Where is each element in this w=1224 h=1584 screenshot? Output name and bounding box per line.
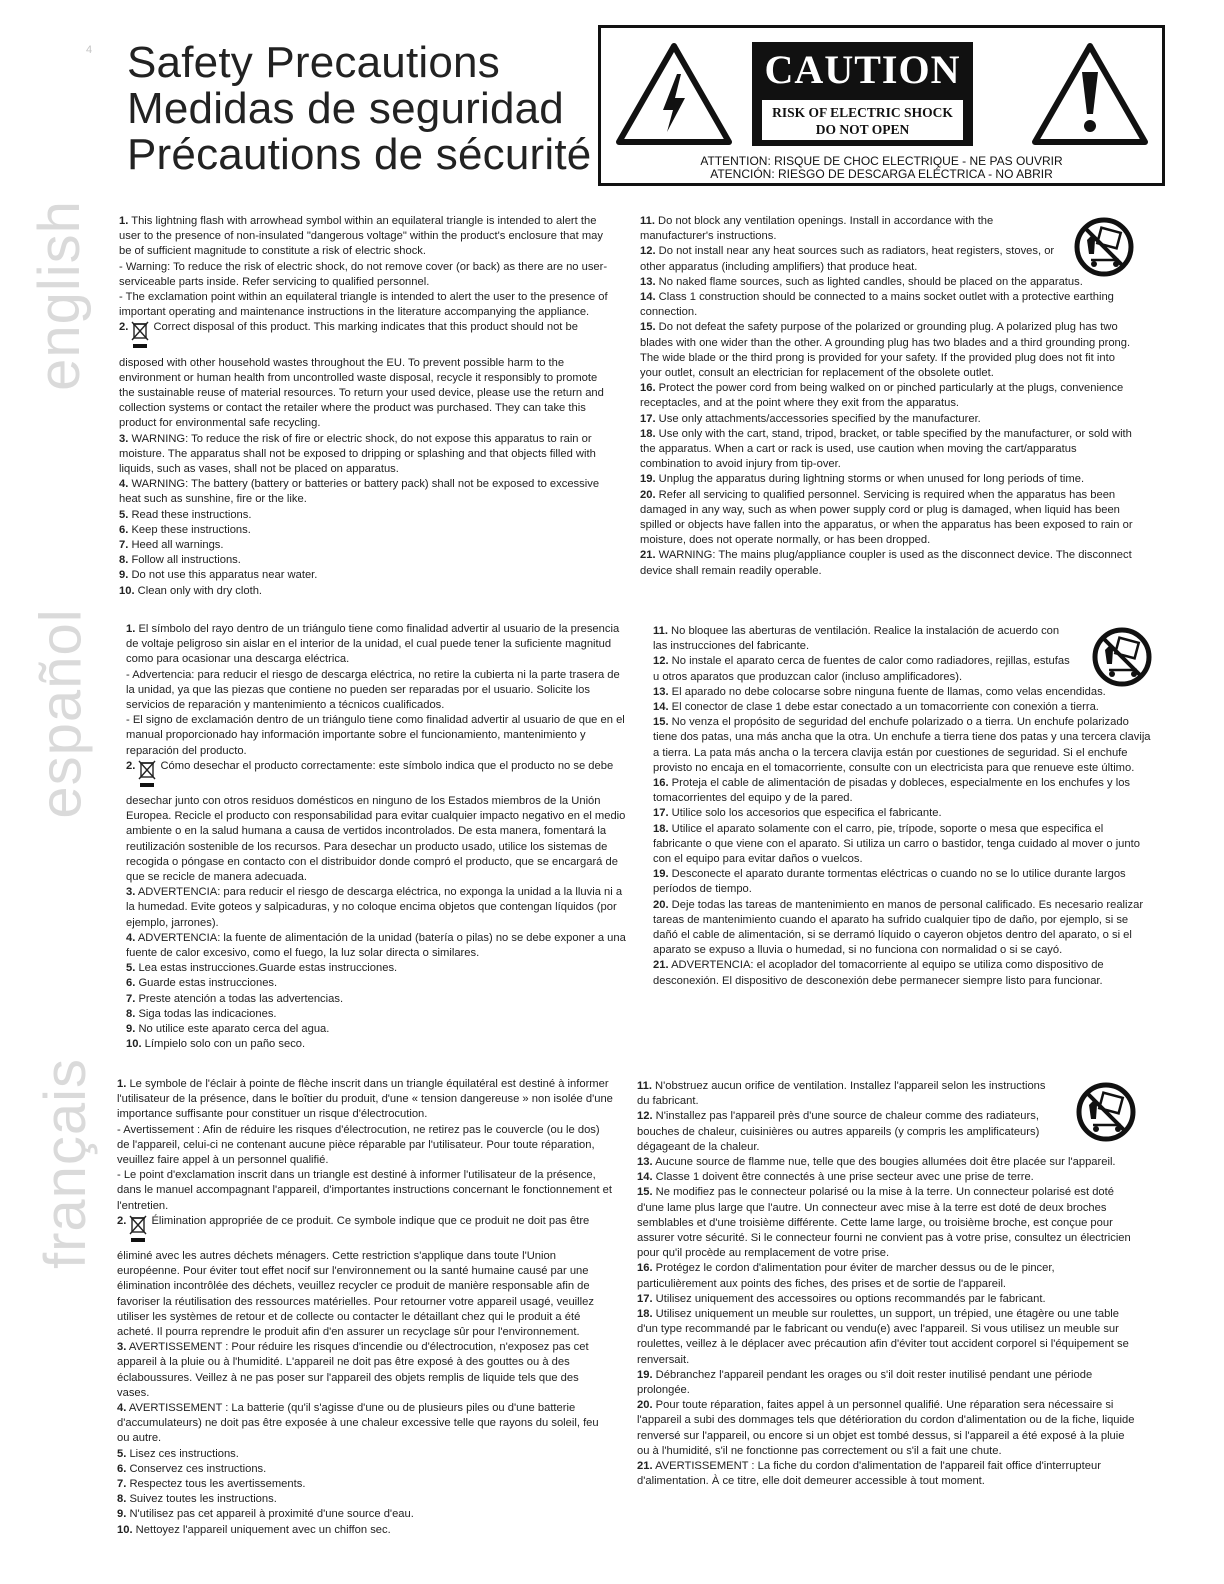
item-number: 21. <box>637 1460 653 1473</box>
exclamation-warning-icon <box>1031 42 1149 151</box>
item-number: 2. <box>126 759 136 772</box>
caution-line-2: DO NOT OPEN <box>815 122 910 137</box>
crossed-bin-icon <box>138 759 156 794</box>
item-text: Read these instructions. <box>131 508 252 521</box>
francais-left-item <box>117 1340 613 1401</box>
item-text: AVERTISSEMENT : Pour réduire les risques d'incendie ou d'électrocution, n'exposez pas cet appareil à la pluie ou à l'humidité. L'appareil ne doit pas être exposé à des gouttes ou à des éclaboussures. Veillez à ne pas poser sur l'appareil des objets remplis de liquide tels que des vases. <box>117 1341 589 1399</box>
item-text: ADVERTENCIA: para reducir el riesgo de descarga eléctrica, no exponga la unidad a la lluvia ni a la humedad. Evite goteos y salpicaduras, y no coloque encima objetos que contengan líquidos (por ejemplo, jarrones). <box>126 886 623 929</box>
item-number: 9. <box>117 1508 127 1521</box>
item-number: 4. <box>119 478 129 491</box>
item-text: Utilisez uniquement un meuble sur roulettes, un support, un trépied, une étagère ou une table d'un type recommandé par le fabricant ou vendu(e) avec l'appareil. Si vous utilisez un meuble sur roulettes, veillez à le déplacer avec précaution afin d'éviter tout accident corporel si l'équipement se renversait. <box>637 1308 1129 1366</box>
item-number: 16. <box>640 382 656 395</box>
item-number: 6. <box>126 977 136 990</box>
english-right-item <box>640 214 1057 244</box>
item-number: 18. <box>653 822 669 835</box>
item-text: Deje todas las tareas de mantenimiento en manos de personal calificado. Es necesario realizar tareas de mantenimiento cuando el aparato ha sufrido cualquier tipo de daño, por ejemplo, si se dañó el cable de alimentación, si se derramó líquido o cayeron objetos dentro del aparato, o si el aparato se expuso a lluvia o humedad, si no funciona con normalidad o si se cayó. <box>653 898 1144 957</box>
item-text: AVERTISSEMENT : La batterie (qu'il s'agisse d'une ou de plusieurs piles ou d'une batterie d'accumulateurs) ne doit pas être exposée à une chaleur excessive telle que rayons du soleil, feu ou autre. <box>117 1402 599 1445</box>
item-text: Lisez ces instructions. <box>129 1447 239 1460</box>
espanol-left-column <box>126 622 631 1052</box>
item-text: - Le point d'exclamation inscrit dans un triangle est destiné à informer l'utilisateur de la présence, dans le manuel accompagnant l'appareil, d'importantes instructions concernant le fonctionnement et l'entretien. <box>117 1169 612 1212</box>
caution-word: CAUTION <box>764 47 961 92</box>
francais-right-item <box>637 1185 1137 1261</box>
item-text: ADVERTENCIA: el acoplador del tomacorriente al equipo se utiliza como dispositivo de desconexión. El dispositivo de desconexión debe permanecer siempre listo para funcionar. <box>653 959 1104 987</box>
espanol-left-item <box>126 1007 631 1022</box>
item-text: Suivez toutes les instructions. <box>129 1493 277 1506</box>
caution-french: ATTENTION: RISQUE DE CHOC ELECTRIQUE - NE PAS OUVRIR <box>700 154 1063 168</box>
item-number: 15. <box>637 1186 653 1199</box>
espanol-left-item <box>126 931 631 961</box>
espanol-right-column <box>653 624 1153 989</box>
english-right-item <box>640 290 1135 320</box>
francais-left-item <box>117 1523 613 1538</box>
item-text: Nettoyez l'appareil uniquement avec un chiffon sec. <box>135 1523 391 1536</box>
item-number: 6. <box>119 523 129 536</box>
english-right-item <box>640 427 1135 473</box>
item-text: Aucune source de flamme nue, telle que des bougies allumées doit être placée sur l'appareil. <box>655 1156 1116 1169</box>
english-right-item <box>640 548 1135 578</box>
side-label-english: english <box>26 200 92 391</box>
item-number: 11. <box>653 625 668 637</box>
francais-left-item <box>117 1447 613 1462</box>
item-number: 16. <box>653 777 669 790</box>
item-text: Cómo desechar el producto correctamente: este símbolo indica que el producto no se debe desechar junto con otros residuos domésticos en ninguno de los Estados miembros de la Unión Europea. Recicle el producto con responsabilidad para evitar cualquier impacto negativo en el medio ambiente o en la salud humana a causa de vertidos incontrolados. De esta manera, fomentará la reutilización sostenible de los recursos. Para desechar un producto usado, utilice los sistemas de recogida o póngase en contacto con el distribuidor donde compró el producto, que se encargará de que se recicle de manera adecuada. <box>126 759 626 884</box>
item-text: Do not use this apparatus near water. <box>131 569 318 582</box>
item-number: 14. <box>637 1171 653 1184</box>
english-left-item <box>119 290 614 320</box>
item-number: 17. <box>653 807 669 820</box>
item-text: Proteja el cable de alimentación de pisadas y dobleces, especialmente en los enchufes y los tomacorrientes del equipo y de la pared. <box>653 777 1131 805</box>
item-text: Class 1 construction should be connected to a mains socket outlet with a protective earthing connection. <box>640 291 1114 319</box>
francais-right-item <box>637 1368 1137 1398</box>
item-number: 2. <box>117 1214 127 1227</box>
item-number: 7. <box>126 992 136 1005</box>
item-number: 5. <box>119 508 129 521</box>
item-text: No venza el propósito de seguridad del enchufe polarizado o a tierra. Un enchufe polarizado tiene dos patas, una más ancha que la otra. Un enchufe a tierra tiene dos patas y una tercera clavija a tierra. La pata más ancha o la tercera clavija están por cuestiones de seguridad. Si el enchufe provisto no encaja en el tomacorriente, consulte con un electricista para que renueve este último. <box>653 716 1151 774</box>
item-number: 13. <box>637 1156 653 1169</box>
francais-right-item <box>637 1307 1137 1368</box>
english-left-item <box>119 432 614 478</box>
item-text: Keep these instructions. <box>131 523 251 536</box>
francais-left-column <box>117 1077 613 1538</box>
item-number: 1. <box>117 1078 127 1090</box>
item-number: 11. <box>640 215 655 227</box>
item-text: Utilice solo los accesorios que especifica el fabricante. <box>671 807 942 820</box>
item-number: 4. <box>126 931 136 944</box>
espanol-right-item <box>653 776 1153 806</box>
english-left-item <box>119 320 614 431</box>
item-number: 3. <box>117 1341 127 1354</box>
english-left-item <box>119 508 614 523</box>
caution-spanish: ATENCIÓN: RIESGO DE DESCARGA ELÉCTRICA - NO ABRIR <box>710 167 1053 181</box>
item-text: Protect the power cord from being walked on or pinched particularly at the plugs, convenience receptacles, and at the point where they exit from the apparatus. <box>640 382 1124 410</box>
item-number: 19. <box>640 473 656 486</box>
item-text: No utilice este aparato cerca del agua. <box>138 1023 330 1036</box>
page-titles <box>127 40 591 178</box>
title-spanish: Medidas de seguridad <box>127 84 564 133</box>
espanol-right-item <box>653 685 1153 700</box>
item-number: 8. <box>126 1007 136 1020</box>
caution-label <box>598 25 1165 186</box>
caution-line-1: RISK OF ELECTRIC SHOCK <box>772 105 953 120</box>
espanol-left-item <box>126 961 631 976</box>
english-right-item <box>640 412 1135 427</box>
item-text: Utilisez uniquement des accessoires ou options recommandés par le fabricant. <box>655 1292 1046 1305</box>
english-left-item <box>119 214 614 260</box>
item-text: Le symbole de l'éclair à pointe de flèche inscrit dans un triangle équilatéral est destiné à informer l'utilisateur de la présence, dans le boîtier du produit, d'une « tension dangereuse » non isolée d'une importance suffisante pour constituer un risque d'électrocution. <box>117 1078 613 1121</box>
item-text: This lightning flash with arrowhead symbol within an equilateral triangle is intended to alert the user to the presence of non-insulated "dangerous voltage" within the product's enclosure that may be of sufficient magnitude to constitute a risk of electric shock. <box>119 215 603 258</box>
espanol-left-item <box>126 976 631 991</box>
item-number: 6. <box>117 1462 127 1475</box>
espanol-right-item <box>653 867 1153 897</box>
item-number: 11. <box>637 1080 652 1092</box>
item-text: Clean only with dry cloth. <box>137 584 263 597</box>
side-label-francais: français <box>33 1057 99 1270</box>
side-label-espanol: español <box>28 608 94 819</box>
francais-left-item <box>117 1401 613 1447</box>
item-number: 13. <box>640 275 656 288</box>
item-number: 16. <box>637 1262 653 1275</box>
francais-left-item <box>117 1123 613 1169</box>
francais-right-item <box>637 1109 1059 1155</box>
espanol-left-item <box>126 668 631 714</box>
crossed-bin-icon <box>131 320 149 355</box>
item-text: No naked flame sources, such as lighted candles, should be placed on the apparatus. <box>658 275 1083 288</box>
item-number: 14. <box>653 701 669 714</box>
item-text: Utilice el aparato solamente con el carro, pie, trípode, soporte o mesa que especifica el fabricante o que viene con el aparato. Si utiliza un carro o bastidor, tenga cuidado al mover o junto con el equipo para evitar daños o vuelcos. <box>653 822 1140 866</box>
item-text: El símbolo del rayo dentro de un triángulo tiene como finalidad advertir al usuario de la presencia de voltaje peligroso sin aislar en el interior de la unidad, el cual puede tener la suficiente magnitud como para ocasionar una descarga eléctrica. <box>126 623 620 666</box>
espanol-right-item <box>653 806 1153 821</box>
francais-right-item <box>637 1261 1137 1291</box>
francais-left-item <box>117 1077 613 1123</box>
cart-tip-over-warning-icon <box>1087 626 1157 693</box>
item-text: El conector de clase 1 debe estar conectado a un tomacorriente con conexión a tierra. <box>671 701 1099 714</box>
item-text: Lea estas instrucciones.Guarde estas instrucciones. <box>138 962 398 975</box>
espanol-left-item <box>126 992 631 1007</box>
english-left-item <box>119 260 614 290</box>
caution-translations <box>621 155 1142 181</box>
espanol-right-item <box>653 898 1153 959</box>
item-number: 21. <box>653 959 669 972</box>
espanol-left-item <box>126 1022 631 1037</box>
item-text: Preste atención a todas las advertencias. <box>138 992 344 1005</box>
item-number: 17. <box>640 412 656 425</box>
item-text: AVERTISSEMENT : La fiche du cordon d'alimentation de l'appareil fait office d'interrupteur d'alimentation. À ce titre, elle doit demeurer accessible à tout moment. <box>637 1460 1101 1488</box>
item-text: Pour toute réparation, faites appel à un personnel qualifié. Une réparation sera nécessaire si l'appareil a subi des dommages tels que détérioration du cordon d'alimentation ou de la fiche, liquide renversé sur l'appareil, ou encore si un objet est tombé dessus, si l'appareil a été exposé à la pluie ou à l'humidité, s'il ne fonctionne pas correctement ou s'il a fait une chute. <box>637 1399 1135 1457</box>
item-text: ADVERTENCIA: la fuente de alimentación de la unidad (batería o pilas) no se debe exponer a una fuente de calor excesivo, como el fuego, la luz solar directa o similares. <box>126 931 626 960</box>
item-number: 3. <box>119 432 129 445</box>
item-number: 17. <box>637 1292 653 1305</box>
item-text: Follow all instructions. <box>131 554 241 567</box>
english-left-item <box>119 538 614 553</box>
item-text: Heed all warnings. <box>131 539 224 552</box>
item-text: Correct disposal of this product. This marking indicates that this product should not be disposed with other household wastes throughout the EU. To prevent possible harm to the environment or human health from uncontrolled waste disposal, recycle it responsibly to promote the sustainable reuse of material resources. To return your used device, please use the return and collection systems or contact the retailer where the product was purchased. They can take this product for environmental safe recycling. <box>119 321 604 430</box>
francais-left-item <box>117 1462 613 1477</box>
espanol-right-item <box>653 654 1075 684</box>
english-right-column <box>640 214 1135 579</box>
item-number: 15. <box>640 321 656 334</box>
francais-right-item <box>637 1459 1137 1489</box>
item-number: 3. <box>126 886 136 899</box>
espanol-left-item <box>126 885 631 931</box>
item-text: Ne modifiez pas le connecteur polarisé ou la mise à la terre. Un connecteur polarisé est doté d'une lame plus large que l'autre. Un connecteur avec mise à la terre est doté de deux broches semblables et d'une troisième différente. Cette lame large, ou troisième broche, est conçue pour assurer votre sécurité. Si le connecteur fourni ne convient pas à votre prise, consultez un électricien pour qu'il procède au remplacement de votre prise. <box>637 1186 1131 1260</box>
espanol-right-item <box>653 715 1153 776</box>
item-number: 8. <box>119 554 129 567</box>
english-right-item <box>640 244 1057 274</box>
francais-left-item <box>117 1477 613 1492</box>
francais-right-item <box>637 1398 1137 1459</box>
english-left-item <box>119 477 614 507</box>
english-right-item <box>640 472 1135 487</box>
cart-tip-over-warning-icon <box>1071 1081 1141 1148</box>
item-text: Do not defeat the safety purpose of the polarized or grounding plug. A polarized plug has two blades with one wider than the other. A grounding plug has two blades and a third grounding prong. The wide blade or the third prong is provided for your safety. If the provided plug does not fit into your outlet, consult an electrician for replacement of the obsolete outlet. <box>640 321 1131 380</box>
item-text: - The exclamation point within an equilateral triangle is intended to alert the user to the presence of important operating and maintenance instructions in the literature accompanying the appliance. <box>119 291 608 319</box>
item-number: 12. <box>653 655 669 668</box>
item-text: - Advertencia: para reducir el riesgo de descarga eléctrica, no retire la cubierta ni la parte trasera de la unidad, ya que las piezas que contiene no pueden ser reparadas por el usuario. Solicite los servicios de reparación y mantenimiento a técnicos cualificados. <box>126 668 620 712</box>
item-text: Desconecte el aparato durante tormentas eléctricas o cuando no se lo utilice durante largos períodos de tiempo. <box>653 868 1126 896</box>
item-text: WARNING: The battery (battery or batteries or battery pack) shall not be exposed to excessive heat such as sunshine, fire or the like. <box>119 478 600 506</box>
item-text: Do not block any ventilation openings. Install in accordance with the manufacturer's instructions. <box>640 215 994 243</box>
espanol-left-item <box>126 1037 631 1052</box>
item-text: WARNING: To reduce the risk of fire or electric shock, do not expose this apparatus to rain or moisture. The apparatus shall not be exposed to dripping or splashing and that objects filled with liquids, such as vases, shall not be placed on apparatus. <box>119 432 596 476</box>
item-number: 20. <box>637 1399 653 1412</box>
english-right-item <box>640 275 1135 290</box>
item-text: Use only attachments/accessories specified by the manufacturer. <box>658 412 981 425</box>
item-text: N'installez pas l'appareil près d'une source de chaleur comme des radiateurs, bouches de chaleur, cuisinières ou autres appareils (y compris les amplificateurs) dégageant de la chaleur. <box>637 1110 1040 1153</box>
item-text: Use only with the cart, stand, tripod, bracket, or table specified by the manufacturer, or sold with the apparatus. When a cart or rack is used, use caution when moving the cart/apparatus combination to avoid injury from tip-over. <box>640 427 1132 471</box>
item-text: Débranchez l'appareil pendant les orages ou s'il doit rester inutilisé pendant une période prolongée. <box>637 1368 1093 1397</box>
item-number: 14. <box>640 291 656 304</box>
crossed-bin-icon <box>129 1214 147 1249</box>
item-text: - Warning: To reduce the risk of electric shock, do not remove cover (or back) as there are no user-serviceable parts inside. Refer servicing to qualified personnel. <box>119 260 608 288</box>
item-text: N'obstruez aucun orifice de ventilation. Installez l'appareil selon les instructions du fabricant. <box>637 1080 1046 1108</box>
english-left-item <box>119 584 614 599</box>
item-text: Guarde estas instrucciones. <box>138 977 278 990</box>
item-number: 8. <box>117 1493 127 1506</box>
lightning-warning-icon <box>615 42 733 151</box>
item-number: 15. <box>653 716 669 729</box>
item-number: 20. <box>653 898 669 911</box>
item-number: 1. <box>119 215 129 227</box>
item-number: 9. <box>119 569 129 582</box>
item-number: 10. <box>119 584 135 597</box>
item-text: Classe 1 doivent être connectés à une prise secteur avec une prise de terre. <box>655 1171 1034 1184</box>
item-text: Élimination appropriée de ce produit. Ce symbole indique que ce produit ne doit pas être éliminé avec les autres déchets ménagers. Cette restriction s'applique dans toute l'Union européenne. Pour éviter tout effet nocif sur l'environnement ou la santé humaine causé par une élimination incontrôlée des déchets, veuillez recycler ce produit de manière responsable afin de favoriser la réutilisation des ressources matérielles. Pour retourner votre appareil usagé, veuillez utiliser les systèmes de retour et de collecte ou contacter le détaillant chez qui le produit a été acheté. Il pourra reprendre le produit afin d'en assurer un recyclage sûr pour l'environnement. <box>117 1214 594 1339</box>
espanol-left-item <box>126 622 631 668</box>
espanol-left-item <box>126 713 631 759</box>
item-number: 10. <box>126 1038 142 1051</box>
item-number: 18. <box>637 1308 653 1321</box>
item-number: 4. <box>117 1402 127 1415</box>
francais-left-item <box>117 1507 613 1522</box>
item-number: 21. <box>640 549 656 562</box>
english-left-item <box>119 553 614 568</box>
item-number: 1. <box>126 623 136 635</box>
item-number: 19. <box>637 1368 653 1381</box>
item-number: 13. <box>653 685 669 698</box>
english-right-item <box>640 488 1135 549</box>
item-number: 12. <box>637 1110 653 1123</box>
english-left-item <box>119 523 614 538</box>
item-number: 18. <box>640 427 656 440</box>
page-number: 4 <box>86 44 93 56</box>
item-number: 19. <box>653 868 669 881</box>
francais-right-column <box>637 1079 1137 1489</box>
item-number: 10. <box>117 1523 133 1536</box>
francais-right-item <box>637 1155 1137 1170</box>
english-left-column <box>119 214 614 599</box>
item-text: No instale el aparato cerca de fuentes de calor como radiadores, rejillas, estufas u otros aparatos que produzcan calor (incluso amplificadores). <box>653 655 1070 683</box>
item-number: 5. <box>126 962 136 975</box>
item-text: Unplug the apparatus during lightning storms or when unused for long periods of time. <box>658 473 1085 486</box>
francais-right-item <box>637 1170 1137 1185</box>
francais-right-item <box>637 1292 1137 1307</box>
caution-inner-box <box>762 100 963 140</box>
francais-left-item <box>117 1168 613 1214</box>
item-text: No bloquee las aberturas de ventilación. Realice la instalación de acuerdo con las instrucciones del fabricante. <box>653 625 1060 653</box>
item-text: Conservez ces instructions. <box>129 1462 267 1475</box>
francais-left-item <box>117 1492 613 1507</box>
espanol-right-item <box>653 822 1153 868</box>
item-text: WARNING: The mains plug/appliance coupler is used as the disconnect device. The disconnect device shall remain readily operable. <box>640 549 1132 577</box>
item-text: Refer all servicing to qualified personnel. Servicing is required when the apparatus has been damaged in any way, such as when power supply cord or plug is damaged, when liquid has been spilled or objects have fallen into the apparatus, or when the apparatus has been exposed to rain or moisture, does not operate normally, or has been dropped. <box>640 488 1133 547</box>
item-text: - Avertissement : Afin de réduire les risques d'électrocution, ne retirez pas le couvercle (ou le dos) de l'appareil, celui-ci ne contenant aucune pièce réparable par l'utilisateur. Pour toute réparation, veuillez faire appel à un personnel qualifié. <box>117 1123 600 1167</box>
cart-tip-over-warning-icon <box>1069 216 1139 283</box>
english-right-item <box>640 320 1135 381</box>
item-number: 20. <box>640 488 656 501</box>
item-text: N'utilisez pas cet appareil à proximité d'une source d'eau. <box>129 1508 414 1521</box>
caution-banner <box>752 42 973 146</box>
item-number: 12. <box>640 245 656 258</box>
item-text: Respectez tous les avertissements. <box>129 1478 306 1491</box>
english-left-item <box>119 568 614 583</box>
title-english: Safety Precautions <box>127 38 500 87</box>
title-french: Précautions de sécurité <box>127 130 592 179</box>
espanol-left-item <box>126 759 631 885</box>
item-text: Protégez le cordon d'alimentation pour éviter de marcher dessus ou de le pincer, particulièrement aux points des fiches, des prises et de sortie de l'appareil. <box>637 1262 1055 1290</box>
item-number: 9. <box>126 1023 136 1036</box>
item-number: 5. <box>117 1447 127 1460</box>
english-right-item <box>640 381 1135 411</box>
item-text: El aparado no debe colocarse sobre ninguna fuente de llamas, como velas encendidas. <box>671 685 1106 698</box>
item-number: 7. <box>119 539 129 552</box>
espanol-right-item <box>653 958 1153 988</box>
francais-left-item <box>117 1214 613 1340</box>
francais-right-item <box>637 1079 1059 1109</box>
espanol-right-item <box>653 700 1153 715</box>
item-number: 2. <box>119 321 129 334</box>
item-text: Límpielo solo con un paño seco. <box>144 1038 306 1051</box>
item-text: Siga todas las indicaciones. <box>138 1007 277 1020</box>
item-text: - El signo de exclamación dentro de un triángulo tiene como finalidad advertir al usuario de que en el manual proporcionado hay información importante sobre el funcionamiento, mantenimiento y reparación del producto. <box>126 714 625 757</box>
espanol-right-item <box>653 624 1075 654</box>
item-text: Do not install near any heat sources such as radiators, heat registers, stoves, or other apparatus (including amplifiers) that produce heat. <box>640 245 1055 273</box>
item-number: 7. <box>117 1478 127 1491</box>
